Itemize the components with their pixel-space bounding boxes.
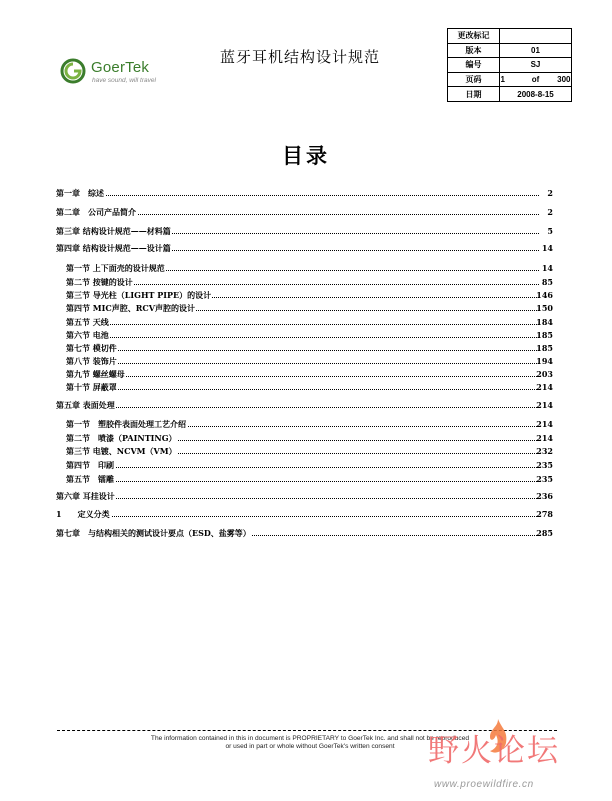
toc-entry-page: 236	[536, 491, 553, 501]
document-meta-table	[447, 28, 572, 102]
toc-entry-label: 1 定义分类	[56, 509, 110, 519]
toc-entry-label: 第一章 综述	[56, 188, 104, 198]
toc-entry-label: 第四节 印刷	[66, 460, 114, 470]
logo-name: GoerTek	[91, 59, 150, 76]
toc-entry[interactable]	[0, 459, 612, 471]
toc-entry[interactable]	[0, 368, 612, 380]
toc-entry-page: 214	[536, 382, 553, 392]
toc-leader-dots	[56, 407, 539, 408]
toc-entry-page: 185	[536, 330, 553, 340]
toc-leader-dots	[66, 363, 539, 364]
company-logo	[60, 57, 170, 91]
toc-entry[interactable]	[0, 418, 612, 430]
change-mark-label: 更改标记	[448, 29, 500, 44]
toc-leader-dots	[56, 498, 539, 499]
footer-notice-line1: The information contained in this in document is PROPRIETARY to GoerTek Inc. and shall not be reproduced	[150, 735, 470, 742]
toc-entry[interactable]	[0, 262, 612, 274]
toc-entry[interactable]	[0, 225, 612, 237]
toc-leader-dots	[66, 467, 539, 468]
number-value: SJ	[500, 58, 572, 73]
toc-leader-dots	[66, 389, 539, 390]
date-value: 2008-8-15	[500, 87, 572, 102]
number-label: 编号	[448, 58, 500, 73]
toc-entry-label: 第四章 结构设计规范——设计篇	[56, 243, 171, 253]
toc-entry[interactable]	[0, 473, 612, 485]
date-label: 日期	[448, 87, 500, 102]
toc-entry-page: 235	[536, 474, 553, 484]
toc-entry[interactable]	[0, 302, 612, 314]
toc-leader-dots	[66, 284, 539, 285]
toc-entry-page: 14	[541, 243, 553, 253]
page-of: of	[531, 75, 540, 85]
toc-entry-page: 203	[536, 369, 553, 379]
toc-entry[interactable]	[0, 399, 612, 411]
toc-entry-label: 第五节 镭雕	[66, 474, 114, 484]
toc-leader-dots	[66, 324, 539, 325]
toc-entry[interactable]	[0, 242, 612, 254]
toc-entry[interactable]	[0, 316, 612, 328]
toc-leader-dots	[66, 481, 539, 482]
toc-entry[interactable]	[0, 490, 612, 502]
toc-leader-dots	[56, 516, 539, 517]
toc-entry-label: 第七节 模切件	[66, 343, 117, 353]
toc-entry-label: 第四节 MIC声腔、RCV声腔的设计	[66, 303, 195, 313]
toc-entry-label: 第二章 公司产品简介	[56, 207, 136, 217]
toc-entry-label: 第九节 螺丝螺母	[66, 369, 125, 379]
toc-entry[interactable]	[0, 206, 612, 218]
toc-leader-dots	[66, 376, 539, 377]
toc-entry-label: 第十节 屏蔽罩	[66, 382, 117, 392]
toc-entry-label: 第五节 天线	[66, 317, 109, 327]
toc-entry-label: 第三节 导光柱（LIGHT PIPE）的设计	[66, 290, 212, 300]
toc-entry-page: 194	[536, 356, 553, 366]
toc-entry-page: 285	[536, 528, 553, 538]
toc-entry-page: 150	[536, 303, 553, 313]
forum-watermark	[420, 717, 605, 797]
toc-entry-label: 第五章 表面处理	[56, 400, 115, 410]
watermark-text: 野火论坛	[428, 733, 560, 769]
toc-leader-dots	[56, 195, 539, 196]
toc-entry-label: 第一节 塑胶件表面处理工艺介绍	[66, 419, 186, 429]
toc-entry-page: 14	[541, 263, 553, 273]
document-title: 蓝牙耳机结构设计规范	[219, 48, 380, 66]
toc-entry-page: 214	[536, 433, 553, 443]
toc-entry[interactable]	[0, 289, 612, 301]
toc-entry-page: 232	[536, 446, 553, 456]
toc-entry-page: 214	[536, 419, 553, 429]
version-label: 版本	[448, 43, 500, 58]
page-current: 1	[500, 75, 505, 85]
toc-entry-label: 第三章 结构设计规范——材料篇	[56, 226, 171, 236]
toc-leader-dots	[66, 337, 539, 338]
page-value	[500, 72, 572, 87]
toc-entry-page: 5	[547, 226, 553, 236]
toc-entry-label: 第七章 与结构相关的测试设计要点（ESD、盐雾等）	[56, 528, 251, 538]
toc-entry-label: 第六章 耳挂设计	[56, 491, 115, 501]
toc-entry[interactable]	[0, 432, 612, 444]
toc-entry[interactable]	[0, 508, 612, 520]
page-total: 300	[557, 75, 571, 85]
goertek-logo-icon	[60, 57, 88, 85]
watermark-url: www.proewildfire.cn	[434, 779, 534, 790]
toc-entry[interactable]	[0, 445, 612, 457]
toc-entry-label: 第八节 装饰片	[66, 356, 117, 366]
toc-entry[interactable]	[0, 276, 612, 288]
toc-entry-page: 184	[536, 317, 553, 327]
toc-entry-page: 146	[536, 290, 553, 300]
toc-leader-dots	[66, 350, 539, 351]
logo-tagline: have sound, will travel	[92, 77, 156, 84]
toc-entry-label: 第六节 电池	[66, 330, 109, 340]
toc-entry-label: 第二节 喷漆（PAINTING）	[66, 433, 177, 443]
toc-entry-page: 278	[536, 509, 553, 519]
toc-entry[interactable]	[0, 187, 612, 199]
toc-entry-label: 第三节 电镀、NCVM（VM）	[66, 446, 177, 456]
toc-entry-label: 第一节 上下面壳的设计规范	[66, 263, 165, 273]
toc-entry[interactable]	[0, 381, 612, 393]
toc-entry[interactable]	[0, 527, 612, 539]
toc-entry[interactable]	[0, 342, 612, 354]
toc-entry-page: 85	[541, 277, 553, 287]
toc-entry-page: 214	[536, 400, 553, 410]
toc-entry-page: 2	[547, 207, 553, 217]
toc-entry-page: 235	[536, 460, 553, 470]
footer-notice-line2: or used in part or whole without GoerTek's written consent	[225, 743, 395, 750]
toc-entry[interactable]	[0, 355, 612, 367]
toc-entry-label: 第二节 按键的设计	[66, 277, 133, 287]
page-label: 页码	[448, 72, 500, 87]
version-value: 01	[500, 43, 572, 58]
toc-entry-page: 185	[536, 343, 553, 353]
toc-entry[interactable]	[0, 329, 612, 341]
toc-entry-page: 2	[547, 188, 553, 198]
change-mark-value	[500, 29, 572, 44]
toc-heading: 目录	[282, 143, 330, 168]
